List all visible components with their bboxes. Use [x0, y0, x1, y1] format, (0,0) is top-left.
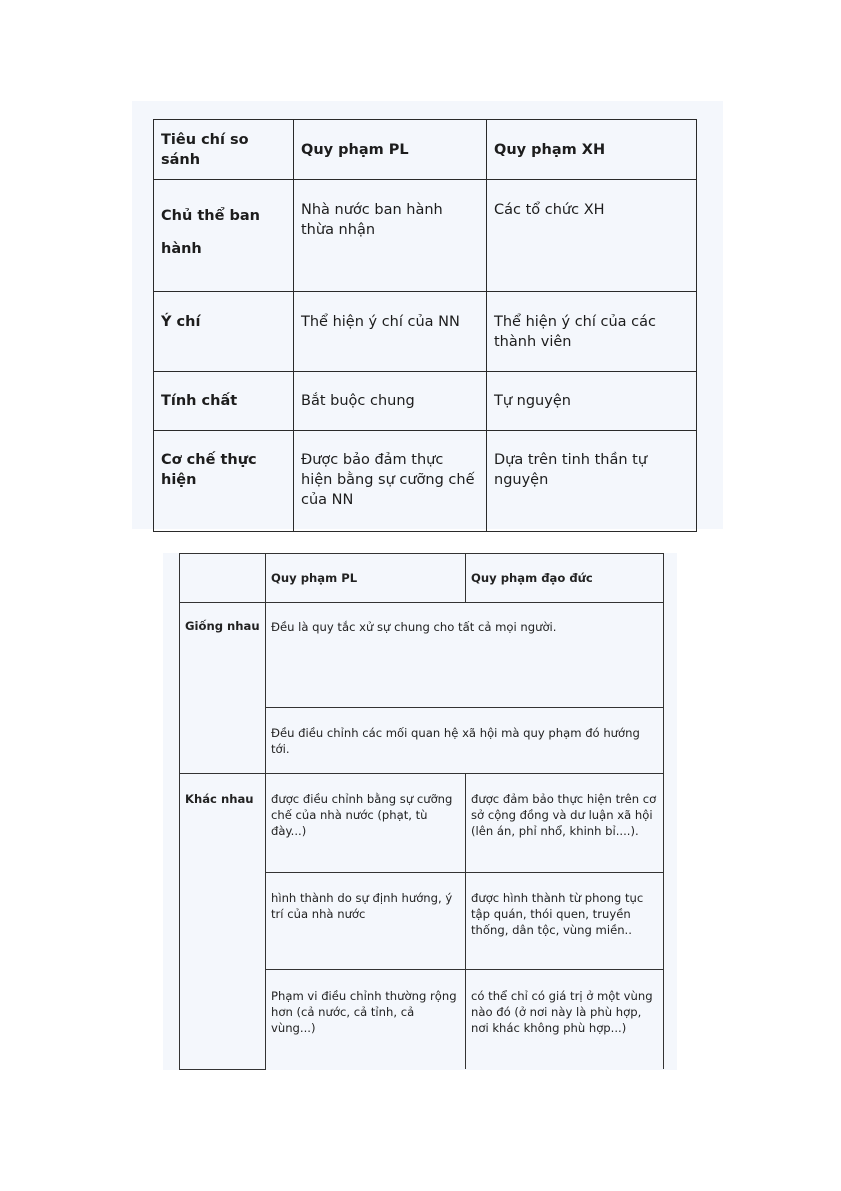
header-xh: Quy phạm XH — [487, 120, 697, 180]
different-label: Khác nhau — [180, 774, 266, 1070]
row-xh-cell: Tự nguyện — [487, 372, 697, 431]
table-row — [154, 372, 697, 431]
row-pl-cell: Bắt buộc chung — [294, 372, 487, 431]
table-row — [180, 603, 664, 708]
row-xh-cell: Các tổ chức XH — [487, 180, 697, 292]
row-xh-cell: Dựa trên tinh thần tự nguyện — [487, 431, 697, 532]
similar-label: Giống nhau — [180, 603, 266, 774]
header-dao-duc: Quy phạm đạo đức — [466, 554, 664, 603]
similar-item: Đều là quy tắc xử sự chung cho tất cả mọi người. — [266, 603, 664, 708]
header-criterion: Tiêu chí so sánh — [154, 120, 294, 180]
table-row — [154, 180, 697, 292]
header-pl: Quy phạm PL — [294, 120, 487, 180]
row-criterion: Ý chí — [154, 292, 294, 372]
comparison-table-pl-vs-xh — [153, 119, 697, 532]
different-pl-cell: được điều chỉnh bằng sự cưỡng chế của nhà nước (phạt, tù đày...) — [266, 774, 466, 873]
different-dd-cell: có thể chỉ có giá trị ở một vùng nào đó (ở nơi này là phù hợp, nơi khác không phù hợp...) — [466, 970, 664, 1070]
row-criterion: Cơ chế thực hiện — [154, 431, 294, 532]
different-pl-cell: Phạm vi điều chỉnh thường rộng hơn (cả nước, cả tỉnh, cả vùng...) — [266, 970, 466, 1070]
table-header-row — [154, 120, 697, 180]
row-pl-cell: Nhà nước ban hành thừa nhận — [294, 180, 487, 292]
row-pl-cell: Thể hiện ý chí của NN — [294, 292, 487, 372]
different-dd-cell: được đảm bảo thực hiện trên cơ sở cộng đồng và dư luận xã hội (lên án, phỉ nhổ, khinh bỉ....). — [466, 774, 664, 873]
table-header-row — [180, 554, 664, 603]
different-dd-cell: được hình thành từ phong tục tập quán, thói quen, truyền thống, dân tộc, vùng miền.. — [466, 873, 664, 970]
comparison-table-pl-vs-dao-duc — [179, 553, 664, 1070]
table-row — [180, 774, 664, 873]
similar-item: Đều điều chỉnh các mối quan hệ xã hội mà quy phạm đó hướng tới. — [266, 708, 664, 774]
row-pl-cell: Được bảo đảm thực hiện bằng sự cưỡng chế của NN — [294, 431, 487, 532]
header-pl: Quy phạm PL — [266, 554, 466, 603]
header-empty — [180, 554, 266, 603]
different-pl-cell: hình thành do sự định hướng, ý trí của nhà nước — [266, 873, 466, 970]
comparison-panel-1 — [132, 101, 723, 529]
row-criterion: Tính chất — [154, 372, 294, 431]
row-xh-cell: Thể hiện ý chí của các thành viên — [487, 292, 697, 372]
comparison-panel-2 — [163, 553, 677, 1070]
table-row — [154, 292, 697, 372]
table-row — [154, 431, 697, 532]
row-criterion: Chủ thể ban hành — [154, 180, 294, 292]
